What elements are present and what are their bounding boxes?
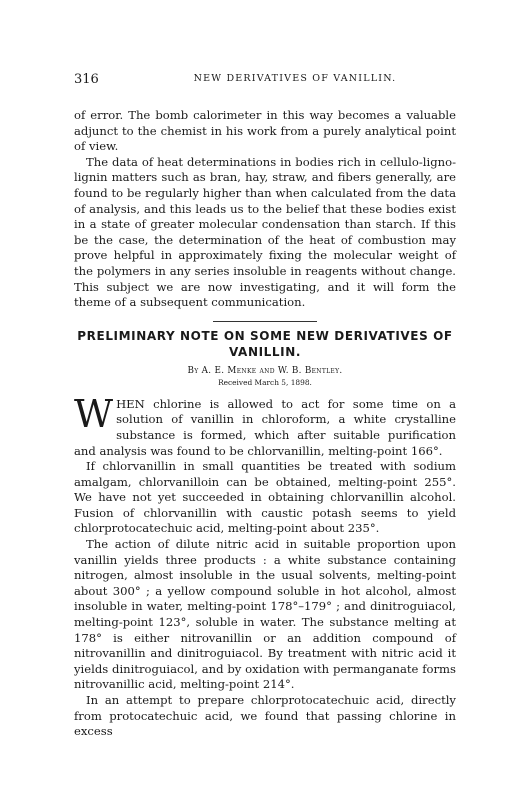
received-date: Received March 5, 1898.: [218, 377, 312, 387]
paragraph: The data of heat determinations in bodies rich in cellulo-ligno-lignin matters such as bran, hay, straw, and fibers generally, are found to be regularly higher than when calculated from the data of analysis, and this leads us to the belief that these bodies exist in a state of greater molecular condensation than starch. If this be the case, the determination of the heat of combustion may prove helpful in approximately fixing the molecular weight of the polymers in any series insoluble in reagents without change. This subject we are now investigating, and it will form the theme of a subsequent communication.: [74, 154, 456, 310]
page: [74, 70, 456, 740]
paragraph: of error. The bomb calorimeter in this way becomes a valuable adjunct to the chemist in his work from a purely analytical point of view.: [74, 108, 456, 154]
paragraph: The action of dilute nitric acid in suitable proportion upon vanillin yields three products : a white substance containing nitrogen, almost insoluble in the usual solvents, melting-point about 300° ; a yellow compound soluble in hot alcohol, almost insoluble in water, melting-point 178°–179° ; and dinitroguiacol, melting-point 123°, soluble in water. The substance melting at 178° is either nitrovanillin or an addition compound of nitrovanillin and dinitroguiacol. By treatment with nitric acid it yields dinitroguiacol, and by oxidation with permanganate forms nitrovanillic acid, melting-point 214°.: [74, 537, 456, 692]
paragraph: If chlorvanillin in small quantities be treated with sodium amalgam, chlorvanilloin can be obtained, melting-point 255°. We have not yet succeeded in obtaining chlorvanillin alcohol. Fusion of chlorvanillin with caustic potash seems to yield chlorprotocatechuic acid, melting-point about 235°.: [74, 459, 456, 536]
paragraph: In an attempt to prepare chlorprotocatechuic acid, directly from protocatechuic acid, we found that passing chlorine in excess: [74, 693, 456, 739]
article-authors: By A. E. Menke and W. B. Bentley.: [187, 365, 343, 376]
article-title: PRELIMINARY NOTE ON SOME NEW DERIVATIVES OF VANILLIN.: [77, 328, 453, 359]
running-header: [74, 70, 456, 90]
page-number: 316: [74, 72, 99, 87]
previous-article-text: [74, 108, 456, 311]
section-divider: [213, 321, 317, 322]
paragraph: WHEN chlorine is allowed to act for some time on a solution of vanillin in chloroform, a white crystalline substance is formed, which after suitable purification and analysis was found to be chlorvanillin, melting-point 166°.: [74, 391, 456, 458]
drop-cap: W: [74, 391, 114, 436]
article-body: [74, 391, 456, 740]
running-title: NEW DERIVATIVES OF VANILLIN.: [193, 73, 397, 84]
